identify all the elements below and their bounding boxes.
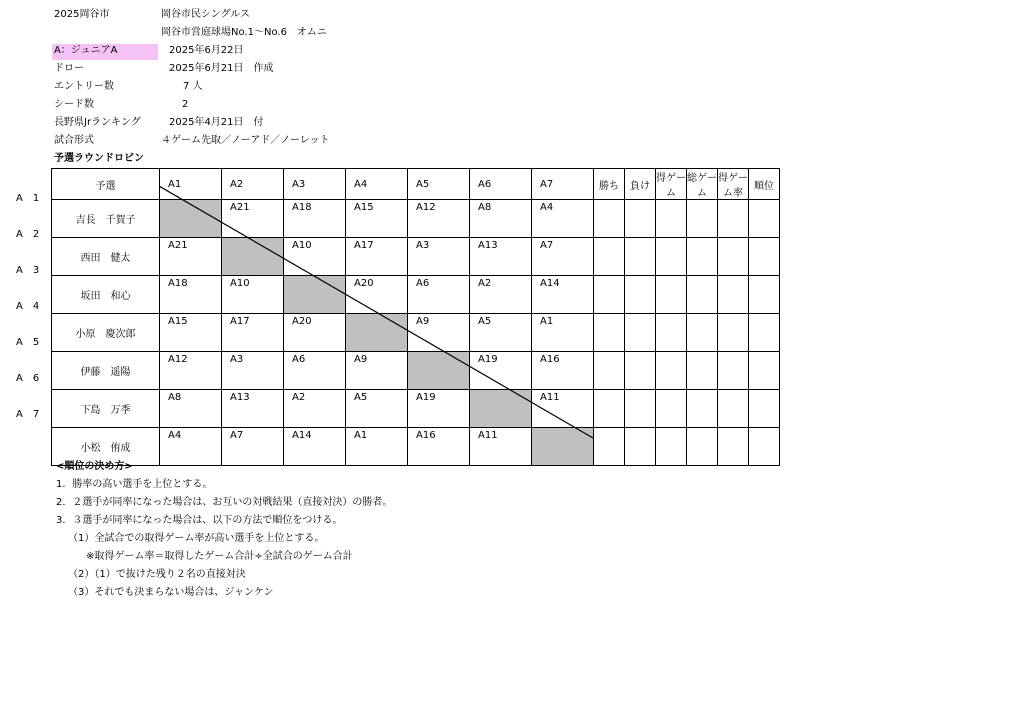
col-header-losses: 負け	[625, 169, 656, 200]
player-name: 小原 慶次郎	[52, 314, 160, 352]
losses-cell	[625, 276, 656, 314]
wins-cell	[594, 200, 625, 238]
col-header-a6: A6	[470, 169, 532, 200]
games-rate-cell	[718, 200, 749, 238]
row-label-1: A 1	[16, 193, 40, 204]
col-header-a3: A3	[284, 169, 346, 200]
match-cell: A14	[284, 428, 346, 466]
rule-line: 1．勝率の高い選手を上位とする。	[56, 479, 213, 490]
rank-cell	[749, 276, 780, 314]
wins-cell	[594, 352, 625, 390]
match-cell: A3	[222, 352, 284, 390]
match-cell: A10	[284, 238, 346, 276]
draw-value: 2025年6月21日 作成	[169, 63, 274, 74]
match-cell: A11	[470, 428, 532, 466]
games-total-cell	[687, 428, 718, 466]
losses-cell	[625, 200, 656, 238]
draw-label: ドロー	[54, 63, 84, 74]
losses-cell	[625, 314, 656, 352]
ranking-rules	[56, 458, 392, 602]
match-cell: A19	[408, 390, 470, 428]
match-cell: A18	[284, 200, 346, 238]
seeds-value: 2	[182, 99, 189, 110]
games-total-cell	[687, 314, 718, 352]
match-cell: A12	[160, 352, 222, 390]
match-cell: A6	[284, 352, 346, 390]
match-cell: A7	[222, 428, 284, 466]
games-rate-cell	[718, 352, 749, 390]
rank-cell	[749, 238, 780, 276]
match-cell: A14	[532, 276, 594, 314]
losses-cell	[625, 352, 656, 390]
match-cell: A8	[160, 390, 222, 428]
rule-line: 2．２選手が同率になった場合は、お互いの対戦結果（直接対決）の勝者。	[56, 497, 393, 508]
games-total-cell	[687, 238, 718, 276]
col-header-a4: A4	[346, 169, 408, 200]
rank-cell	[749, 352, 780, 390]
match-cell: A9	[346, 352, 408, 390]
entries-label: エントリー数	[54, 81, 114, 92]
match-cell: A9	[408, 314, 470, 352]
diagonal-line	[159, 186, 595, 440]
match-cell: A20	[346, 276, 408, 314]
games-total-cell	[687, 352, 718, 390]
match-cell: A5	[346, 390, 408, 428]
losses-cell	[625, 390, 656, 428]
games-total-cell	[687, 200, 718, 238]
match-cell: A10	[222, 276, 284, 314]
match-cell: A13	[470, 238, 532, 276]
match-cell: A13	[222, 390, 284, 428]
section-title: 予選ラウンドロビン	[54, 153, 144, 164]
rule-line: ※取得ゲーム率＝取得したゲーム合計÷全試合のゲーム合計	[86, 551, 353, 562]
games-won-cell	[656, 390, 687, 428]
rank-cell	[749, 390, 780, 428]
match-cell: A4	[532, 200, 594, 238]
event-date: 2025年6月22日	[169, 45, 244, 56]
corner-header: 予選	[52, 169, 160, 200]
rank-cell	[749, 428, 780, 466]
player-name: 西田 健太	[52, 238, 160, 276]
games-rate-cell	[718, 314, 749, 352]
wins-cell	[594, 428, 625, 466]
match-cell: A6	[408, 276, 470, 314]
match-cell: A7	[532, 238, 594, 276]
match-cell: A11	[532, 390, 594, 428]
format-label: 試合形式	[54, 135, 94, 146]
rules-title: <順位の決め方>	[56, 461, 133, 472]
wins-cell	[594, 314, 625, 352]
match-cell: A17	[346, 238, 408, 276]
category: A：ジュニアA	[54, 45, 118, 56]
games-won-cell	[656, 428, 687, 466]
year-city: 2025岡谷市	[54, 9, 110, 20]
games-won-cell	[656, 238, 687, 276]
row-label-2: A 2	[16, 229, 40, 240]
match-cell: A19	[470, 352, 532, 390]
games-total-cell	[687, 390, 718, 428]
col-header-a1: A1	[160, 169, 222, 200]
match-cell: A2	[470, 276, 532, 314]
match-cell: A4	[160, 428, 222, 466]
games-won-cell	[656, 314, 687, 352]
match-cell: A18	[160, 276, 222, 314]
match-cell: A1	[532, 314, 594, 352]
match-cell: A15	[160, 314, 222, 352]
match-cell: A21	[160, 238, 222, 276]
rule-line: （3）それでも決まらない場合は、ジャンケン	[68, 587, 274, 598]
entries-value: 7 人	[183, 81, 203, 92]
player-name: 下島 万季	[52, 390, 160, 428]
games-rate-cell	[718, 390, 749, 428]
rule-line: （2）（1）で抜けた残り２名の直接対決	[68, 569, 246, 580]
col-header-a2: A2	[222, 169, 284, 200]
col-header-a7: A7	[532, 169, 594, 200]
row-label-6: A 6	[16, 373, 40, 384]
match-cell: A16	[408, 428, 470, 466]
games-rate-cell	[718, 276, 749, 314]
rule-line: （1）全試合での取得ゲーム率が高い選手を上位とする。	[68, 533, 325, 544]
match-cell: A21	[222, 200, 284, 238]
col-header-games-won: 得ゲーム	[656, 169, 687, 200]
match-cell: A8	[470, 200, 532, 238]
col-header-games-rate: 得ゲーム率	[718, 169, 749, 200]
player-name: 坂田 和心	[52, 276, 160, 314]
format-value: ４ゲーム先取／ノーアド／ノーレット	[161, 135, 330, 146]
ranking-value: 2025年4月21日 付	[169, 117, 264, 128]
wins-cell	[594, 390, 625, 428]
losses-cell	[625, 238, 656, 276]
wins-cell	[594, 238, 625, 276]
match-cell: A15	[346, 200, 408, 238]
row-label-4: A 4	[16, 301, 40, 312]
player-name: 小松 侑成	[52, 428, 160, 466]
col-header-wins: 勝ち	[594, 169, 625, 200]
match-cell: A5	[470, 314, 532, 352]
match-cell: A2	[284, 390, 346, 428]
rank-cell	[749, 314, 780, 352]
match-cell: A12	[408, 200, 470, 238]
player-name: 伊藤 遥陽	[52, 352, 160, 390]
venue: 岡谷市営庭球場No.1～No.6 オムニ	[161, 27, 327, 38]
match-cell: A16	[532, 352, 594, 390]
row-label-5: A 5	[16, 337, 40, 348]
games-rate-cell	[718, 428, 749, 466]
match-cell: A3	[408, 238, 470, 276]
rank-cell	[749, 200, 780, 238]
wins-cell	[594, 276, 625, 314]
col-header-games-total: 総ゲーム	[687, 169, 718, 200]
match-cell: A17	[222, 314, 284, 352]
rule-line: 3．３選手が同率になった場合は、以下の方法で順位をつける。	[56, 515, 343, 526]
match-cell: A20	[284, 314, 346, 352]
games-won-cell	[656, 276, 687, 314]
row-label-3: A 3	[16, 265, 40, 276]
games-total-cell	[687, 276, 718, 314]
player-name: 吉長 千賀子	[52, 200, 160, 238]
losses-cell	[625, 428, 656, 466]
match-cell: A1	[346, 428, 408, 466]
col-header-a5: A5	[408, 169, 470, 200]
row-label-7: A 7	[16, 409, 40, 420]
seeds-label: シード数	[54, 99, 94, 110]
games-rate-cell	[718, 238, 749, 276]
col-header-rank: 順位	[749, 169, 780, 200]
games-won-cell	[656, 200, 687, 238]
ranking-label: 長野県Jrランキング	[54, 117, 141, 128]
tournament-name: 岡谷市民シングルス	[161, 9, 250, 20]
games-won-cell	[656, 352, 687, 390]
